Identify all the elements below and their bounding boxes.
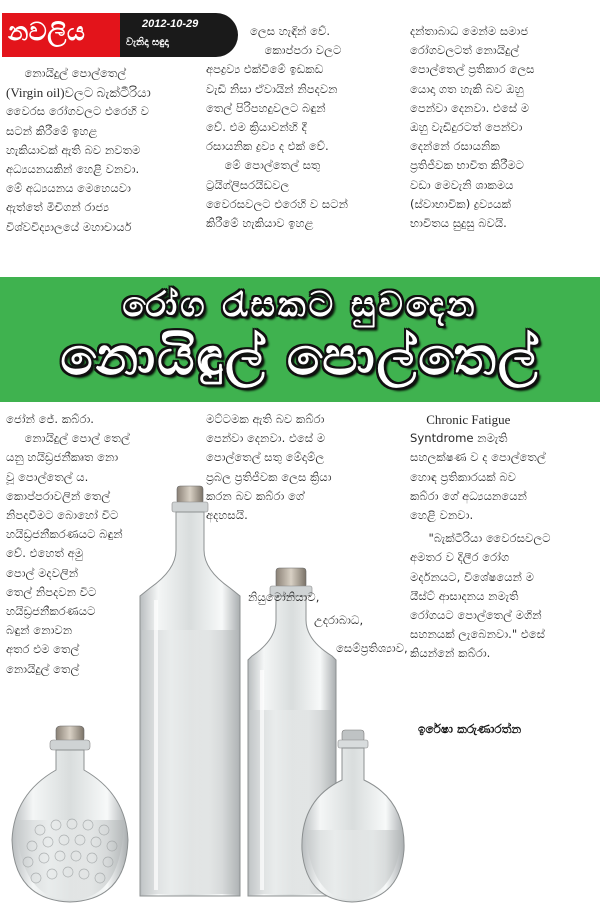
text-line: ඔහු වැඩිදුරටත් පෙන්වා bbox=[410, 120, 523, 135]
text-line: ට්‍රයිග්ලිසරයිඩවල bbox=[206, 177, 290, 192]
text-line: දෙන්නේ රසායනික bbox=[410, 139, 500, 154]
text-line: කියන්නේ කබ්රා. bbox=[410, 646, 491, 661]
text-line: මට්ටමක ඇති බව කබ්රා bbox=[206, 412, 325, 426]
text-line: හෙළි වනවා. bbox=[410, 508, 474, 523]
article-column-1-top bbox=[6, 64, 198, 237]
article-column-1-bottom bbox=[6, 410, 198, 679]
text-line: වූ පොල්තෙල් ය. bbox=[6, 469, 89, 484]
text-line: පොල්තෙල් සතු මේදාම්ල bbox=[206, 450, 325, 465]
text-line: ප්‍රබල ප්‍රතිජීවක ලෙස ක්‍රියා bbox=[206, 469, 332, 484]
text-line: වැඩි නිසා ඒවායින් නිපදවන bbox=[206, 81, 338, 96]
text-line: හොඳ ප්‍රතිකාරයක් බව bbox=[410, 469, 516, 484]
text-line: ප්‍රතිජීවක භාවිත කිරීමට bbox=[410, 158, 525, 173]
text-line: හයිඩ්‍රජනීකරණයට බඳුන් bbox=[6, 527, 123, 542]
text-line: රෝගවලටත් නොයිදුල් bbox=[410, 43, 520, 58]
masthead-day: වැනිදා සඳුදා bbox=[126, 37, 169, 48]
masthead-title-block bbox=[2, 13, 120, 57]
text-line: දන්තාබාධ මෙන්ම සමාජ bbox=[410, 24, 529, 38]
text-line: කොප්පරා වලට bbox=[246, 43, 342, 58]
text-line: අදහසයි. bbox=[206, 508, 248, 523]
text-line: නොයිදුල් පොල් තෙල් bbox=[6, 431, 130, 446]
headline-line-2: නොයිඳුල් පොල්තෙල් bbox=[60, 327, 540, 387]
text-line: සටන් කිරීමේ ඉහළ bbox=[6, 123, 98, 138]
text-line: නොයිදුල් පොල්තෙල් bbox=[6, 66, 127, 80]
text-line: නොයිදුල් තෙල් bbox=[6, 661, 80, 676]
text-line: මේ පොල්තෙල් සතු bbox=[206, 158, 321, 173]
text-line: පෙන්වා දෙනවා. එසේ ම bbox=[206, 431, 326, 446]
text-line: "බැක්ටීරියා වෛරසවලට bbox=[410, 531, 551, 546]
text-line: හැකියාවක් ඇති බව නවතම bbox=[6, 142, 141, 157]
text-line: පෙන්වා දෙනවා. එසේ ම bbox=[410, 100, 530, 115]
text-line: යීස්ට් ආසාදනය නමැති bbox=[410, 588, 519, 603]
location-line-2: උදරාබාධ, bbox=[314, 613, 364, 627]
text-line: පොල්තෙල් ප්‍රතිකාර ලෙස bbox=[410, 62, 535, 77]
text-line: විශ්වවිද්‍යාලයේ මහාචාර්ය bbox=[6, 219, 132, 234]
text-line: තෙල් පිරිපහදුවලට බඳුන් bbox=[206, 100, 326, 115]
text-line: අධ්‍යයනයකින් හෙළි වනවා. bbox=[6, 162, 140, 177]
text-line: තෙල් නිපදවන විට bbox=[6, 584, 97, 599]
article-column-2-bottom bbox=[206, 410, 402, 525]
location-line-3: සෙම්ප්‍රතිශ්‍යාව, bbox=[336, 641, 408, 655]
text-line: වඩා මෙවැනි ශාකමය bbox=[410, 177, 514, 192]
text-line: භාවිතය සුදුසු බවයි. bbox=[410, 216, 507, 231]
textured-jar bbox=[12, 726, 128, 902]
text-line: නිපදවීමට බොහෝ විට bbox=[6, 508, 119, 523]
text-line: කබ්රා ගේ අධ්‍යයනයෙන් bbox=[410, 488, 527, 503]
text-line: සහනයක් ලැබෙනවා." එසේ bbox=[410, 627, 545, 642]
author-byline: ඉරේෂා කරුණාරත්න bbox=[418, 722, 522, 736]
text-line: මර්දනයට, විශේෂයෙන් ම bbox=[410, 569, 534, 584]
text-line: කරන බව කබ්රා ගේ bbox=[206, 488, 305, 503]
text-line: වෛරසවලට එරෙහි ව සටන් bbox=[206, 196, 348, 211]
text-line: Chronic Fatigue bbox=[410, 412, 511, 427]
text-line: කොප්පරාවලින් තෙල් bbox=[6, 488, 111, 503]
location-line-1: නියුමෝනියාව, bbox=[248, 590, 320, 604]
text-line: මේ අධ්‍යයනය මෙහෙයවා bbox=[6, 181, 131, 196]
text-line: රෝගයට පොල්තෙල් මගින් bbox=[410, 608, 542, 623]
text-line: හයිඩ්‍රජනීකරණයට bbox=[6, 604, 96, 619]
headline-line-1: රෝග රැසකට සුවදෙන bbox=[122, 285, 478, 325]
text-line: යනු හයිඩ්‍රජනීකෘත නො bbox=[6, 450, 119, 465]
text-line: බඳුන් නොවන bbox=[6, 623, 73, 638]
text-line: පොල් මදවලින් bbox=[6, 565, 79, 580]
text-line: ලෙස හැඳින් වේ. bbox=[250, 24, 331, 38]
text-line: රසායනික ද්‍රව්‍ය ද එක් වේ. bbox=[206, 139, 329, 154]
text-line: (ස්වාභාවික) ද්‍රව්‍යයක් bbox=[410, 196, 511, 211]
text-line: අපද්‍රව්‍ය එක්වීමේ ඉඩකඩ bbox=[206, 62, 324, 77]
masthead-title: නවලිය bbox=[8, 17, 86, 46]
masthead-date: 2012-10-29 bbox=[142, 18, 199, 30]
text-line: කිරීමේ හැකියාව ඉහළ bbox=[206, 216, 314, 231]
text-line: Syntdrome නමැති bbox=[410, 431, 508, 446]
text-line: සහලක්ෂණ ව ද පොල්තෙල් bbox=[410, 450, 546, 465]
text-line: ඇත්තේ මිචිගන් රාජ්‍ය bbox=[6, 200, 109, 215]
text-line: අමතර ව දිලීර රෝග bbox=[410, 550, 510, 565]
text-line: වේ. එම ක්‍රියාවන්හි දී bbox=[206, 120, 307, 135]
article-column-3-top bbox=[410, 22, 598, 233]
text-line: වේ. එහෙත් අමු bbox=[6, 546, 84, 561]
text-line: වෛරස රෝගවලට එරෙහි ව bbox=[6, 104, 149, 119]
text-line: (Virgin oil)වලට බැක්ටීරියා bbox=[6, 85, 151, 101]
article-column-2-top bbox=[206, 22, 402, 233]
headline-banner bbox=[0, 277, 600, 402]
text-line: අතර එම තෙල් bbox=[6, 642, 80, 657]
text-line: ජෝන් ජේ. කබ්රා. bbox=[6, 412, 94, 426]
article-column-3-bottom bbox=[410, 410, 598, 664]
text-line: යොදා ගත හැකි බව ඔහු bbox=[410, 81, 524, 96]
